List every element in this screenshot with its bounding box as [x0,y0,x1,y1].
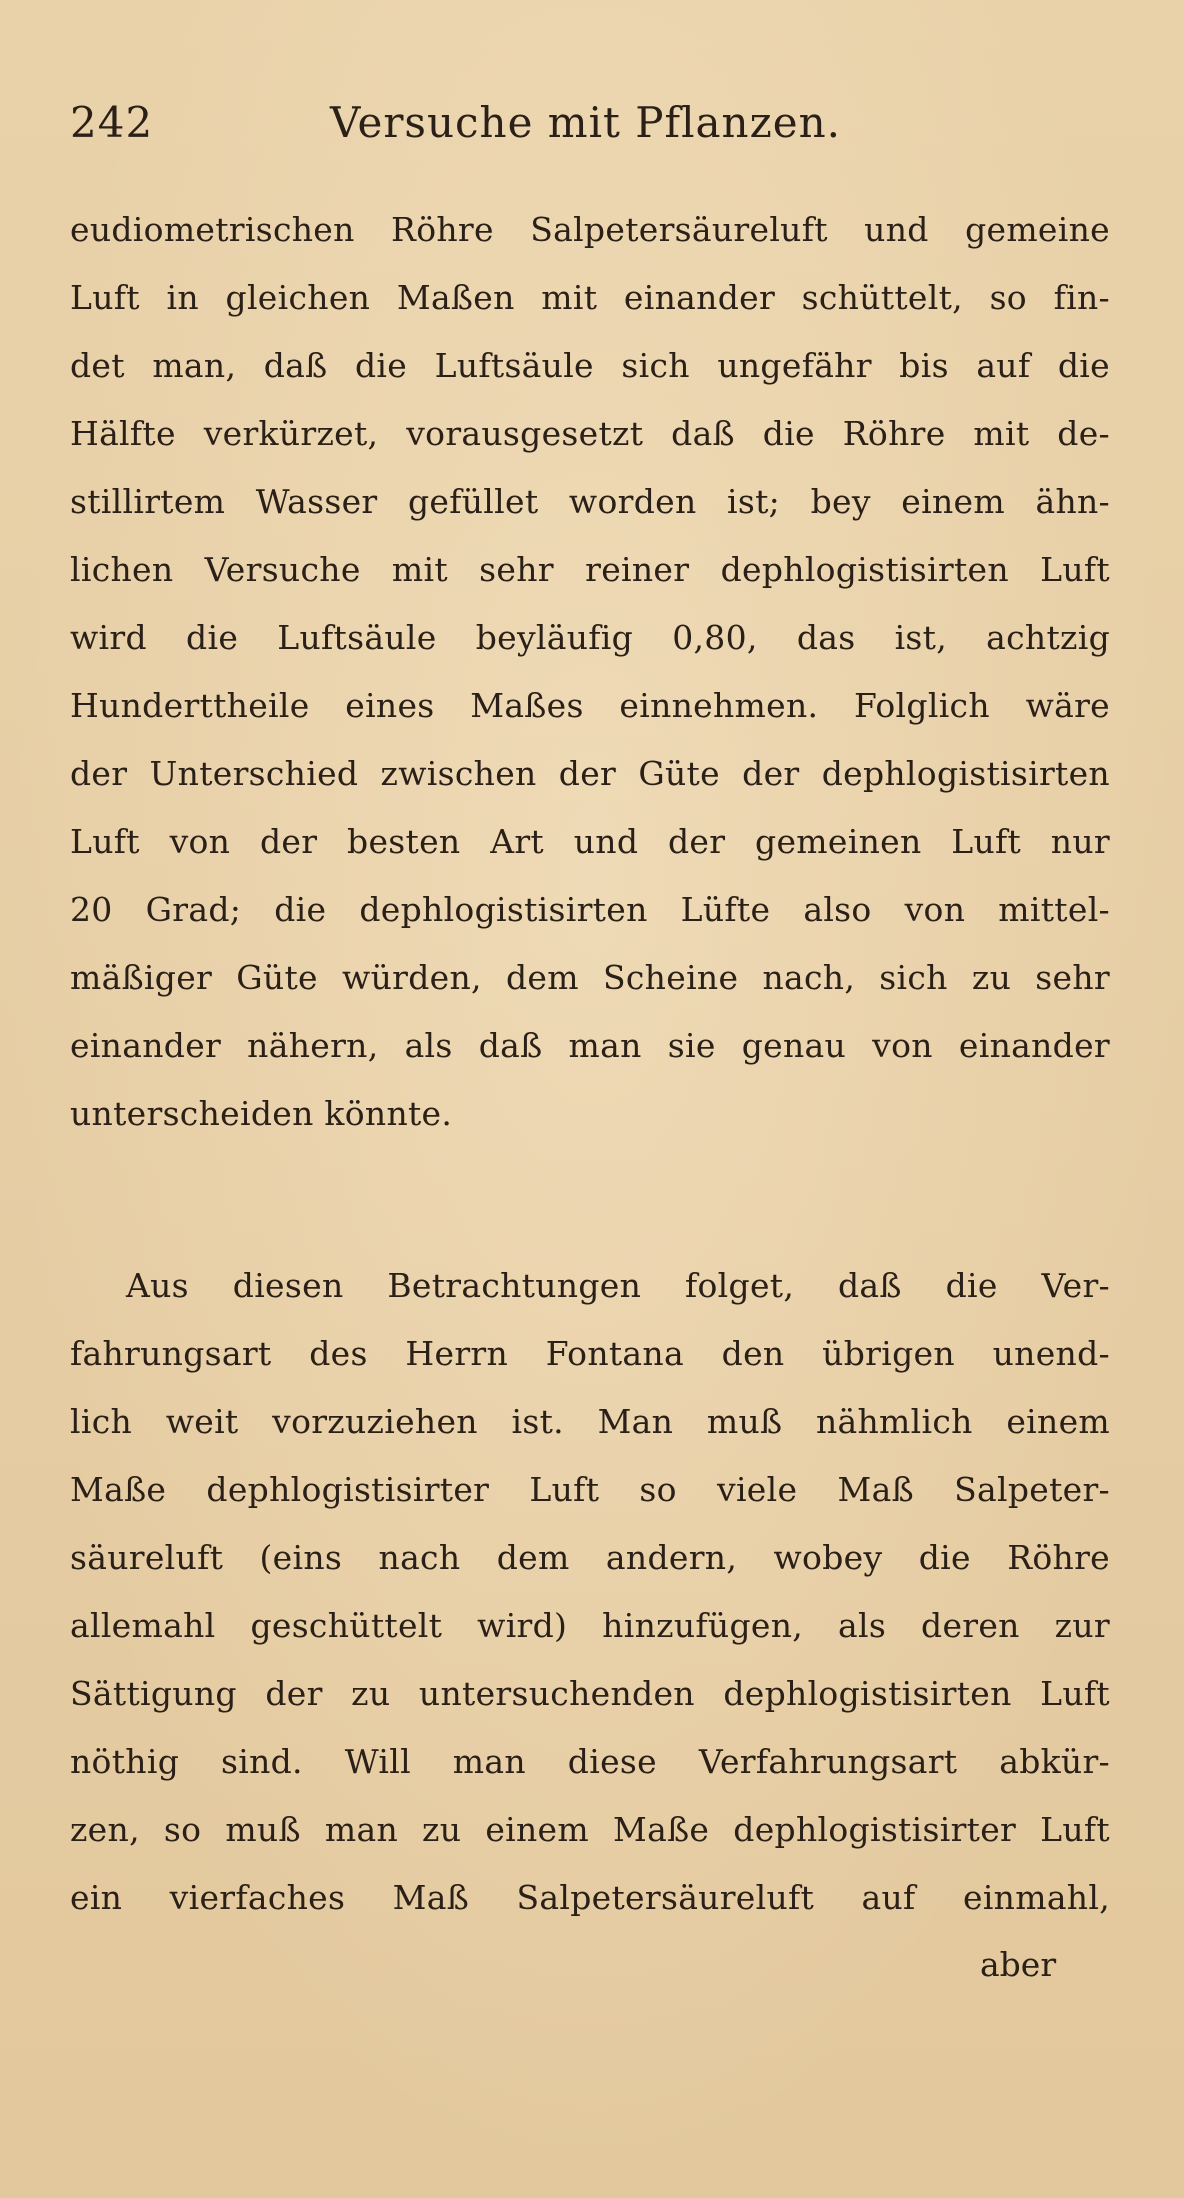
text-line: Aus diesen Betrachtungen folget, daß die Ver- [126,1266,1110,1305]
paragraph [70,196,1110,1148]
page-number: 242 [70,98,154,147]
paragraph-gap [70,1148,1110,1252]
page-header [70,98,1030,158]
paragraph [70,1252,1110,1932]
text-line: fahrungsart des Herrn Fontana den übrigen unend- [70,1334,1110,1373]
text-line: allemahl geschüttelt wird) hinzufügen, als deren zur [70,1606,1110,1645]
text-line: Luft von der besten Art und der gemeinen Luft nur [70,822,1110,861]
text-line: det man, daß die Luftsäule sich ungefähr bis auf die [70,346,1110,385]
catchword: aber [980,1945,1057,1984]
text-line: 20 Grad; die dephlogistisirten Lüfte also von mittel- [70,890,1110,929]
text-line: einander nähern, als daß man sie genau von einander [70,1026,1110,1065]
text-line: wird die Luftsäule beyläufig 0,80, das ist, achtzig [70,618,1110,657]
text-line: zen, so muß man zu einem Maße dephlogistisirter Luft [70,1810,1110,1849]
text-line: säureluft (eins nach dem andern, wobey die Röhre [70,1538,1110,1577]
text-line: ein vierfaches Maß Salpetersäureluft auf einmahl, [70,1878,1110,1917]
text-line: lichen Versuche mit sehr reiner dephlogistisirten Luft [70,550,1110,589]
text-line: Hälfte verkürzet, vorausgesetzt daß die Röhre mit de- [70,414,1110,453]
text-line: eudiometrischen Röhre Salpetersäureluft und gemeine [70,210,1110,249]
text-line: Luft in gleichen Maßen mit einander schüttelt, so fin- [70,278,1110,317]
text-line: nöthig sind. Will man diese Verfahrungsart abkür- [70,1742,1110,1781]
text-line: unterscheiden könnte. [70,1094,453,1133]
text-line: lich weit vorzuziehen ist. Man muß nähmlich einem [70,1402,1110,1441]
text-line: mäßiger Güte würden, dem Scheine nach, sich zu sehr [70,958,1110,997]
text-line: stillirtem Wasser gefüllet worden ist; bey einem ähn- [70,482,1110,521]
text-line: Maße dephlogistisirter Luft so viele Maß Salpeter- [70,1470,1110,1509]
text-line: Sättigung der zu untersuchenden dephlogistisirten Luft [70,1674,1110,1713]
running-head: Versuche mit Pflanzen. [330,98,841,147]
text-line: der Unterschied zwischen der Güte der dephlogistisirten [70,754,1110,793]
text-line: Hunderttheile eines Maßes einnehmen. Folglich wäre [70,686,1110,725]
body-text [70,196,1110,1932]
